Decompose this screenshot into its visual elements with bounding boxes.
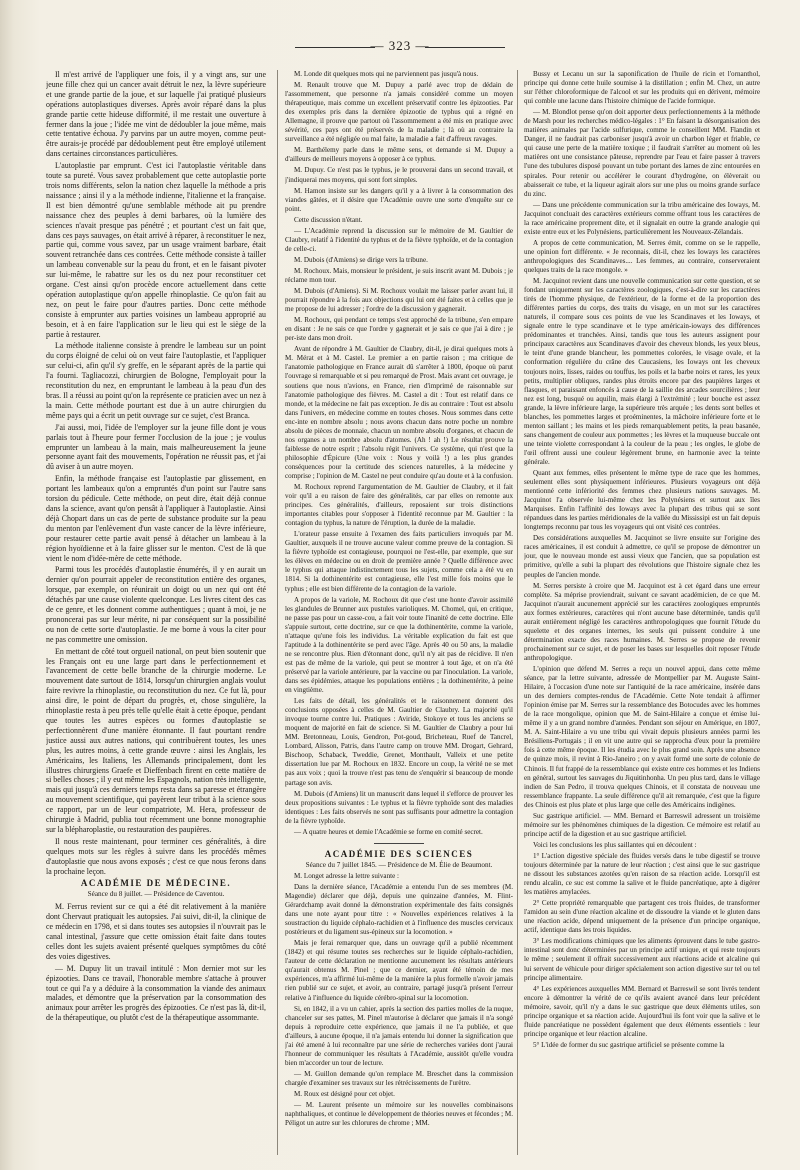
paragraph: M. Londe dit quelques mots qui ne parviennent pas jusqu'à nous.	[294, 70, 479, 78]
paragraph: Mais je ferai remarquer que, dans un ouvrage qu'il a publié récemment (1842) et qui résume toutes ses recherches sur le liquide céphalo-rachidien, l'auteur de cette déclaration ne mentionne aucunement les résultats antérieurs qu'aurait obtenus M. Pinel ; que ce dernier, ayant été témoin de mes expériences, m'a affirmé lui-même de la manière la plus formelle n'avoir jamais rien publié sur ce sujet, et avoir, au contraire, partagé jusqu'à présent l'erreur relative à l'influence du liquide cérébro-spinal sur la locomotion.	[285, 939, 513, 1002]
paragraph: 2° Cette propriété remarquable que partagent ces trois fluides, de transformer l'amidon au sein d'une réaction alcaline et de dissoudre la viande et le gluten dans une réaction acide, dépend uniquement de la présence d'un principe organique, actif, identique dans les trois liquides.	[524, 899, 760, 935]
paragraph: M. Rochoux reprend l'argumentation de M. Gaultier de Claubry, et il fait voir qu'il a eu raison de faire des généralités, car par elles on remonte aux principes. Ces généralités, d'ailleurs, reposaient sur trois distinctions importantes citables pour s'opposer à l'identité reconnue par M. Gaultier : la contagion du typhus, la nature de l'éruption, la durée de la maladie.	[285, 483, 513, 528]
section-divider	[374, 843, 424, 844]
paragraph: Il m'est arrivé de l'appliquer une fois, il y a vingt ans, sur une jeune fille chez qui un cancer avait détruit le nez, la lèvre supérieure et une grande partie de la joue, et sur laquelle j'ai pratiqué plusieurs opérations autoplastiques diverses. Après avoir réparé dans la plus grande partie cette hideuse difformité, il me restait une ouverture à fermer dans la joue ; l'idée me vint de dédoubler la joue même, mais cette tentative échoua. J'y parvins par un autre moyen, comme peut-être aurais-je procédé par dédoublement peut être employé utilement dans certaines circonstances particulières.	[46, 70, 266, 159]
paragraph: M. Dubois (d'Amiens). Si M. Rochoux voulait me laisser parler avant lui, il pourrait répondre à la fois aux objections qui lui ont été faites et à celles que je me propose de lui adresser ; l'ordre de la discussion y gagnerait.	[285, 287, 513, 314]
column-2	[285, 70, 513, 1160]
column-divider-2	[517, 70, 518, 1155]
paragraph: — M. Dupuy lit un travail intitulé : Mon dernier mot sur les épizooties. Dans ce travail, l'honorable membre s'attache à prouver tout ce qui l'a y a déduire à la consommation la viande des animaux malades, et démontre que la préservation par la consommation des animaux pour arrêter les progrès des épizooties. Ce n'est pas là, dit-il, de la thérapeutique, ou plutôt c'est de la thérapeutique assommante.	[46, 963, 266, 1023]
paragraph: — A quatre heures et demie l'Académie se forme en comité secret.	[294, 827, 483, 836]
paragraph: 1° L'action digestive spéciale des fluides versés dans le tube digestif se trouve toujours déterminée par la nature de leur réaction ; c'est ainsi que le suc gastrique ne dissout les substances azotées qu'en raison de sa réaction acide. Lorsqu'il est rendu alcalin, ce suc est comme la salive et le fluide pancréatique, apte à digérer les matières amylacées.	[524, 851, 760, 897]
paragraph: M. Barthélemy parle dans le même sens, et demande si M. Dupuy a d'ailleurs de meilleurs moyens à opposer à ce typhus.	[285, 146, 513, 164]
paragraph: M. Hamon insiste sur les dangers qu'il y a à livrer à la consommation des viandes gâtées, et il désire que l'Académie ouvre une sorte d'enquête sur ce point.	[285, 186, 513, 213]
paragraph: A propos de la variole, M. Rochoux dit que c'est une honte d'avoir assimilé les glandules de Brunner aux pustules varioliques. M. Chomel, qui, en critique, ne passe pas pour un casse-cou, a fait voir toute l'inanité de cette doctrine. Elle s'appuie surtout, cette doctrine, sur ce que la dothinentérite, comme la variole, n'attaque qu'une fois les individus. La véritable explication du fait est que l'aptitude à la dothinentérite se perd avec l'âge. Après 40 ou 50 ans, la maladie ne se rencontre plus. Rien d'étonnant donc, qu'il n'y ait pas de récidive. Il n'en est pas de même de la variole, qui peut se montrer à tout âge, et on n'a été préservé par la variole antérieure, par la vaccine ou par l'inoculation. La variole, dans ses épidémies, attaque les populations entières ; la dothinentérite, à peine en vingtième.	[285, 595, 513, 695]
paragraph: A propos de cette communication, M. Serres émit, comme on se le rappelle, une opinion fort différente. « Je reconnais, dit-il, chez les Ioways les caractères anthropologiques des Scandinaves.... Les femmes, au contraire, conserveraient quelques traits de la race mongole. »	[524, 238, 760, 274]
paragraph: — M. Laurent présente un mémoire sur les nouvelles combinaisons naphthaliques, et continue le développement de théories neuves et fécondes ; M. Péligot un autre sur les chlorures de chrome ; MM.	[285, 1101, 513, 1128]
paragraph: Bussy et Lecanu un sur la saponification de l'huile de ricin et l'ornanthol, principe qui donne cette huile soumise à la distillation ; enfin M. Chez, un autre sur l'éther chloroformique de l'alcool et sur les produits qui en dérivent, mémoire qui comble une lacune dans l'histoire chimique de l'acide formique.	[524, 70, 760, 106]
paragraph: La méthode italienne consiste à prendre le lambeau sur un point du corps éloigné de celui où on veut faire l'autoplastie, et l'appliquer sur celui-ci, afin qu'il s'y greffe, en le séparant après de la partie qui l'a fourni. Tagliacozzi, chirurgien de Bologne, l'employait pour la reconstitution du nez, en empruntant le lambeau à la peau d'un des bras. Il a réussi au point qu'on la représente ce praticien avec un nez à la main. Cette méthode pourtant est due à un autre chirurgien du même pays qui a écrit un petit ouvrage sur ce sujet, c'est Branca.	[46, 341, 266, 420]
seance-line: Séance du 8 juillet. — Présidence de Caventou.	[87, 890, 225, 899]
paragraph: M. Longet adresse la lettre suivante :	[294, 871, 399, 880]
paragraph: En mettant de côté tout orgueil national, on peut bien soutenir que les Français ont eu une large part dans le perfectionnement et l'avancement de cette belle branche de la chirurgie moderne. Le mouvement date surtout de 1814, lorsqu'un chirurgien anglais voulut faire revivre la rhinoplastie, ou reconstitution du nez. Ce fut là, pour ainsi dire, le point de départ du progrès, et, chose singulière, la rhinoplastie resta à peu près telle qu'elle était à cette époque, pendant que toutes les autres espèces ou formes d'autoplastie se perfectionnèrent d'une manière étonnante. Il faut pourtant rendre justice aussi aux autres nations, qui contribuèrent toutes, les unes plus, les autres moins, à cette grande œuvre : ainsi les Anglais, les Américains, les Italiens, les Allemands principalement, dont les illustres chirurgiens Graefe et Dieffenbach firent en cette matière de si belles choses ; il y eut même les Espagnols, nation très intelligente, mais qui jusqu'à ces derniers temps resta dans sa paresse et étrangère au mouvement scientifique, qui payèrent leur tribut à la science sous ce rapport, par un de leur compatriote, M. Hera, professeur de chirurgie à Madrid, publia tout récemment une bonne monographie sur la blépharoplastie, ou restauration des paupières.	[46, 646, 266, 834]
paragraph: Les faits de détail, les généralités et le raisonnement donnent des conclusions opposées à celles de M. Gaultier de Claubry. La majorité qu'il invoque tourne contre lui. Pratiques : Aviride, Stokoye et tous les anciens se moquent de majorité en fait de science. Si M. Gaultier de Claubry a pour lui MM. Bretonneau, Louis, Gendron, Pot-goud, Bricheteau, Ruef de Tancrel, Lombard, Alisson, Patris, dans l'autre camp on trouve MM. Drogart, Gehrard, Bischoop, Schaback, Tweddie, Grenet, Monthault, Valleix et une petite dissertation lue par M. Rochoux en 1832. Encore un coup, la vérité ne se met pas aux voix ; quoi la trouve n'est pas tenu de s'enquérir si beaucoup de monde partage son avis.	[285, 697, 513, 787]
header-rule-right	[425, 47, 505, 48]
paragraph: Avant de répondre à M. Gaultier de Claubry, dit-il, je dirai quelques mots à M. Mérat et à M. Castel. Le premier a en partie raison ; ma critique de l'anatomie pathologique en France aurait dû s'arrêter à 1800, époque où parut l'ouvrage si remarquable et si peu remarqué de Prost. Mais avant cet ouvrage, je soutiens que nous n'avions, en France, rien d'imprimé de raisonnable sur l'anatomie pathologique des fièvres. M. Castel a dit : Tout est relatif dans ce monde, et la médecine ne fait pas exception. Je dis au contraire : Tout est absolu dans l'univers, en médecine comme en toutes choses. Nous sommes dans cette enc-inte en nombre absolu ; nous avons chacun dans notre poche un nombre absolu de pièces de monnaie, chacun un nombre absolu d'organes, et chacun de nos organes a un nombre absolu d'atomes. (Ah ! ah !) Le résultat prouve la faiblesse de notre esprit ; l'absolu régit l'univers. Ce système, qui n'est que la philosophie d'Épicure (Une voix : Nous y voilà !) a les plus grandes conséquences pour la certitude des sciences naturelles, à la médecine y comprise ; l'opinion de M. Castel ne peut conduire qu'au doute et à la confusion.	[285, 345, 513, 480]
paragraph: M. Dubois (d'Amiens) se dirige vers la tribune.	[294, 255, 428, 264]
paragraph: Parmi tous les procédés d'autoplastie énumérés, il y en aurait un dernier qu'on pourrait appeler de reconstitution entière des organes, lorsque, par exemple, on réunirait un doigt ou un nez qui ont été détachés par une cause violente quelconque. Les livres citent des cas de ce genre, et les donnent comme authentiques ; quant à moi, je ne prononcerai pas sur leur mérite, ni par conséquent sur la possibilité ou non de cette sorte d'autoplastie. Je me borne à vous la citer pour ne pas commettre une omission.	[46, 565, 266, 644]
paragraph: Enfin, la méthode française est l'autoplastie par glissement, en portant les lambeaux qu'on a empruntés d'un point sur l'autre sans torsion du pédicule. Cette méthode, on peut dire, était déjà connue dans la science, avant qu'on pensât à l'appliquer à l'autoplastie. Ainsi déjà Chopart dans un cas de perte de substance produite sur la peau du menton par l'enlèvement d'un vaste cancer de la lèvre inférieure, pour restaurer cette partie avait pensé à détacher un lambeau à la région hyoïdienne et à la faire glisser sur le menton. C'est de là que vient le nom d'idée-mère de cette méthode.	[46, 474, 266, 563]
paragraph: L'autoplastie par emprunt. C'est ici l'autoplastie véritable dans toute sa pureté. Vous savez probablement que cette autoplastie porte trois noms différents, selon la nation chez laquelle la méthode a pris naissance ; ainsi il y a la méthode indienne, l'italienne et la française. Il est bien démontré qu'une semblable méthode ait pu prendre naissance chez des peuples à demi barbares, où la lumière des sciences n'avait presque pas pénétré ; et pourtant c'est un fait que, dans ces pays sauvages, on était arrivé à réparer, à reconstituer le nez, partie qui, comme vous savez, par un usage vraiment barbare, était souvent retranchée dans ces contrées. Cette méthode consiste à tailler un lambeau convenable sur la peau du front, et en le faisant pivoter sur lui-même, le rabattre sur les os du nez pour reconstituer cet organe. C'est ainsi qu'on procède encore actuellement dans cette opération autoplastique qu'on appelle rhinoplastie. Ce qu'on fait au nez, on peut le faire pour d'autres parties. Donc cette méthode consiste à emprunter aux parties voisines un lambeau approprié au besoin, et à en faire l'application sur le lieu qui est le siège de la partie à restaurer.	[46, 161, 266, 339]
paragraph: M. Rochoux, qui pendant ce temps s'est approché de la tribune, s'en empare en disant : Je ne sais ce que l'ordre y gagnerait et je sais ce que j'ai à dire ; je per-iste dans mon droit.	[285, 316, 513, 343]
seance-line: Séance du 7 juillet 1845. — Présidence de M. Élie de Beaumont.	[305, 860, 493, 869]
column-1	[46, 70, 266, 1160]
paragraph: Des considérations auxquelles M. Jacquinot se livre ensuite sur l'origine des races américaines, il est conduit à admettre, ce qu'il se propose de démontrer un jour, que le nouveau monde est aussi vieux que l'ancien, que sa population est primitive, qu'elle a subi la plupart des révolutions que l'histoire signale chez les peuples de l'ancien monde.	[524, 534, 760, 579]
section-title-academie-sciences: ACADÉMIE DES SCIENCES	[324, 848, 474, 859]
paragraph: Voici les conclusions les plus saillantes qui en découlent :	[533, 840, 697, 849]
paragraph: Suc gastrique artificiel. — MM. Bernard et Barreswil adressent un troisième mémoire sur les phénomènes chimiques de la digestion. Ce mémoire est relatif au principe actif de la digestion et au suc gastrique artificiel.	[524, 811, 760, 838]
section-title-academie-medecine: ACADÉMIE DE MÉDECINE.	[80, 877, 232, 888]
column-divider-1	[277, 70, 278, 1155]
column-3	[524, 70, 760, 1160]
paragraph: J'ai aussi, moi, l'idée de l'employer sur la jeune fille dont je vous parlais tout à l'heure pour fermer l'occlusion de la joue ; je voulus emprunter un lambeau à la main, mais malheureusement la jeune personne ayant fait des mouvements, l'opération ne réussit pas, et j'ai dû aviser à un autre moyen.	[46, 422, 266, 472]
paragraph: — Dans une précédente communication sur la tribu américaine des Ioways, M. Jacquinot concluait des caractères extérieurs comme offrant tous les caractères de la race américaine proprement dite, et il signalait en outre la grande analogie qui existe entre eux et les Polynésiens, particulièrement les Nouveaux-Zélandais.	[524, 200, 760, 236]
paragraph: L'orateur passe ensuite à l'examen des faits particuliers invoqués par M. Gaultier, auxquels il ne trouve aucune valeur comme preuve de la contagion. Si la fièvre typhoïde est contagieuse, pourquoi ne l'est-elle, par exemple, que sur les élèves en médecine ou en droit de première année ? Quelle différence avec le typhus qui attaque indistinctement tous les sujets, comme cela a été vu en 1814. Si la dothinentérite est contagieuse, elle l'est mille fois moins que le typhus ; elle est bien différente de la contagion de la variole.	[285, 530, 513, 593]
paragraph: L'opinion que défend M. Serres a reçu un nouvel appui, dans cette même séance, par la lettre suivante, adressée de Montpellier par M. Auguste Saint-Hilaire, à l'occasion d'une note sur l'antiquité de la race américaine, insérée dans un des derniers comptes-rendus de l'Académie. Cette Note tendait à affirmer l'opinion émise par M. Serres sur la ressemblance des Botocudes avec les hommes de la race mongolique, opinion que M. de Saint-Hilaire a conçue et émise lui-même il y a un grand nombre d'années. Pendant son séjour en Amérique, en 1807, M. A. Saint-Hilaire a vu une tribu qui vivait depuis plusieurs années parmi les Brésiliens-Portugais ; il en vit une autre qui se rapprocha d'eux pour la première fois à cette même époque. Il les étudia avec le plus grand soin. Après une absence de quinze mois, il revint à Rio-Janeiro ; on y avait formé une sorte de colonie de Chinois. Il fut frappé de la ressemblance qui existe entre ces hommes et les Indiens en général, surtout les sauvages du Jiquitinhonha. Un peu plus tard, dans le village indien de San Pedro, il trouva quelques Chinois, et il constata de nouveau une ressemblance frappante. La seule différence qu'il ait remarquée, c'est que la figure des Chinois est plus plate et plus large que celle des Américains indigènes.	[524, 665, 760, 809]
paragraph: — M. Guillon demande qu'on remplace M. Breschet dans la commission chargée d'examiner ses travaux sur les rétrécissements de l'urètre.	[285, 1069, 513, 1087]
paragraph: Cette discussion n'étant.	[294, 215, 363, 224]
paragraph: — L'Académie reprend la discussion sur le mémoire de M. Gaultier de Claubry, relatif à l'identité du typhus et de la fièvre typhoïde, et de la contagion de celle-ci.	[285, 226, 513, 253]
paragraph: 3° Les modifications chimiques que les aliments éprouvent dans le tube gastro-intestinal sont donc déterminées par un principe actif unique, et qui reste toujours le même ; seulement il offrait successivement aux réactions acide et alcaline qui lui servent de véhicule pour diriger spécialement son action digestive sur tel ou tel principe alimentaire.	[524, 937, 760, 982]
paragraph: M. Renault trouve que M. Dupuy a parlé avec trop de dédain de l'assommement, que personne n'a jamais considéré comme un moyen thérapeutique, mais comme un excellent préservatif contre les épizooties. Par des exemples pris dans la dernière épizootie de typhus qui a régné en Allemagne, il prouve que partout où l'assommement a été mis en pratique avec sévérité, ces pays ont été préservés de la maladie ; là où au contraire la surveillance a été négligée ou mal faite, la maladie a fait d'affreux ravages.	[285, 81, 513, 144]
paragraph: M. Jacquinot revient dans une nouvelle communication sur cette question, et se fondant uniquement sur les caractères zoologiques, c'est-à-dire sur les caractères tirés de l'homme physique, de l'extérieur, de la forme et de la proportion des différentes parties du corps, des traits du visage, en un mot sur les caractères naturels, il compare sous ces points de vue les Scandinaves et les Ioways, et signale entre le type scandinave et le type américain-ioways des différences prédominantes et tranchées. Ainsi, tandis que tous les auteurs assignent pour principaux caractères aux Scandinaves d'avoir des cheveux blonds, les yeux bleus, le teint d'une grande blancheur, les pommettes colorées, le visage ovale, et la conformation régulière du crâne des Caucasiens, les Ioways ont les cheveux toujours noirs, lisses, raides ou touffus, les poils et la barbe noirs et rares, les yeux petits, multiplier obliques, randes plus étroits encore par des paupières larges et flasques, et paraissant enfoncés à cause de la saillie des arcades sourcilières ; leur nez est long, busqué ou aquilin, mais élargi à l'extrémité ; leur bouche est assez grande, la lèvre inférieure large, la supérieure très arquée ; les dents sont belles et blanches, les pommettes larges et proéminentes, la mâchoire inférieure forte et le menton saillant ; les mains et les pieds remarquablement petits, la peau basanée, sans changement de couleur aux pommettes ; les lèvres et la muqueuse buccale ont une teinte violette correspondant à la couleur de la peau ; les ongles, le globe de l'œil offrent aussi une couleur légèrement brune, en harmonie avec la teinte générale.	[524, 277, 760, 466]
paragraph: M. Dupuy. Ce n'est pas le typhus, je le prouverai dans un second travail, et j'indiquerai mes moyens, qui sont fort simples.	[285, 166, 513, 184]
paragraph: M. Roux est désigné pour cet objet.	[294, 1089, 395, 1098]
page-header	[0, 36, 800, 62]
paragraph: — M. Blondlot pense qu'on doit apporter deux perfectionnements à la méthode de Marsh pour les recherches médico-légales : 1° En faisant la désorganisation des matières animales par l'acide sulfurique, comme le conseillent MM. Flandin et Danger, il ne faudrait pas carboniser jusqu'à avoir un charbon léger et friable, ce qui cause une perte de la matière toxique ; il faudrait s'arrêter au moment où les matières ont une consistance pâteuse, reprendre par l'eau et faire passer à travers l'une des tubulures disposé pouvant un tube portant des lames de zinc entourées en spirales. Pour retenir ou accélérer le courant d'hydrogène, on élèverait ou abaisserait ce tube, et la liqueur agirait alors sur une plus ou moins grande surface du zinc.	[524, 108, 760, 198]
page-number: — 323 —	[370, 38, 430, 53]
paragraph: M. Dubois (d'Amiens) lit un manuscrit dans lequel il s'efforce de prouver les deux propositions suivantes : Le typhus et la fièvre typhoïde sont des maladies identiques : Les faits observés ne sont pas suffisants pour admettre la contagion de la fièvre typhoïde.	[285, 789, 513, 825]
paragraph: Dans la dernière séance, l'Académie a entendu l'un de ses membres (M. Magendie) déclarer que déjà, depuis une quinzaine d'années, M. Flint-Gérardchamp avait donné la démonstration expérimentale des faits consignés dans une note ayant pour titre : « Nouvelles expériences relatives à la soustraction du liquide céphalo-rachidien et à l'influence des muscles cervicaux postérieurs et du ligament sus-épineux sur la locomotion. »	[285, 882, 513, 937]
paragraph: 5° L'idée de former du suc gastrique artificiel se présente comme la	[533, 1040, 725, 1049]
paragraph: Quant aux femmes, elles présentent le même type de race que les hommes, seulement elles sont physiquement inférieures. Plusieurs voyageurs ont déjà mentionné cette infériorité des femmes chez plusieurs nations sauvages. M. Jacquinot l'a observée lui-même chez les Polynésiens et surtout aux îles Marquises. Enfin l'affinité des Ioways avec la plupart des tribus qui se sont répandues dans les parties méridionales de la vallée du Mississipi est un fait depuis longtemps reconnu par tous les voyageurs qui ont visité ces contrées.	[524, 469, 760, 532]
paragraph: M. Rochoux. Mais, monsieur le président, je suis inscrit avant M. Dubois ; je réclame mon tour.	[285, 266, 513, 284]
paragraph: M. Ferrus revient sur ce qui a été dit relativement à la manière dont Chervaut pratiquait les autopsies. J'ai suivi, dit-il, la clinique de ce médecin en 1798, et si dans toutes ses autopsies il n'ouvrait pas le canal intestinal, j'assure que cette omission était faite dans toutes celles dont les sujets avaient présenté quelques symptômes du côté des voies digestives.	[46, 902, 266, 961]
paragraph: 4° Les expériences auxquelles MM. Bernard et Barreswil se sont livrés tendent encore à démontrer la vérité de ce qu'ils avaient avancé dans leur précédent mémoire, savoir, qu'il n'y a dans le suc gastrique que deux éléments utiles, son principe organique et sa réaction acide. Aujourd'hui ils font voir que la salive et le fluide pancréatique ne possèdent également que deux éléments essentiels : leur principe organique et leur réaction alcaline.	[524, 984, 760, 1038]
paragraph: Si, en 1842, il a vu un cahier, après la section des parties molles de la nuque, chanceler sur ses pattes, M. Pinel m'autorise à déclarer que jamais il n'a songé depuis à reproduire cette expérience, que jamais il ne l'a publiée, et que d'ailleurs, à aucune époque, il n'a jamais entendu lui donner la signification que j'ai été amené à lui reconnaître par une série de recherches variées dont j'aurai l'honneur de communiquer les résultats à l'Académie, aussitôt qu'elle voudra bien m'accorder un tour de lecture.	[285, 1004, 513, 1067]
paragraph: Il nous reste maintenant, pour terminer ces généralités, à dire quelques mots sur les règles à suivre dans les procédés mêmes d'autoplastie que nous avons exposés ; c'est ce que nous ferons dans la prochaine leçon.	[46, 836, 266, 876]
paragraph: M. Serres persiste à croire que M. Jacquinot est à cet égard dans une erreur complète. Sa méprise proviendrait, suivant ce savant académicien, de ce que M. Jacquinot n'aurait aucunement apprécié sur les caractères zoologiques empruntés aux formes extérieures, caractères qui n'ont aucune base déterminée, tandis qu'il aurait entièrement négligé les caractères anthropologiques que fournit l'étude du squelette et des organes internes, les seuls qui puissent conduire à une détermination exacte des races humaines. M. Serres se propose de revenir prochainement sur ce sujet, et de poser les bases sur lesquelles doit reposer l'étude anthropologique.	[524, 581, 760, 662]
